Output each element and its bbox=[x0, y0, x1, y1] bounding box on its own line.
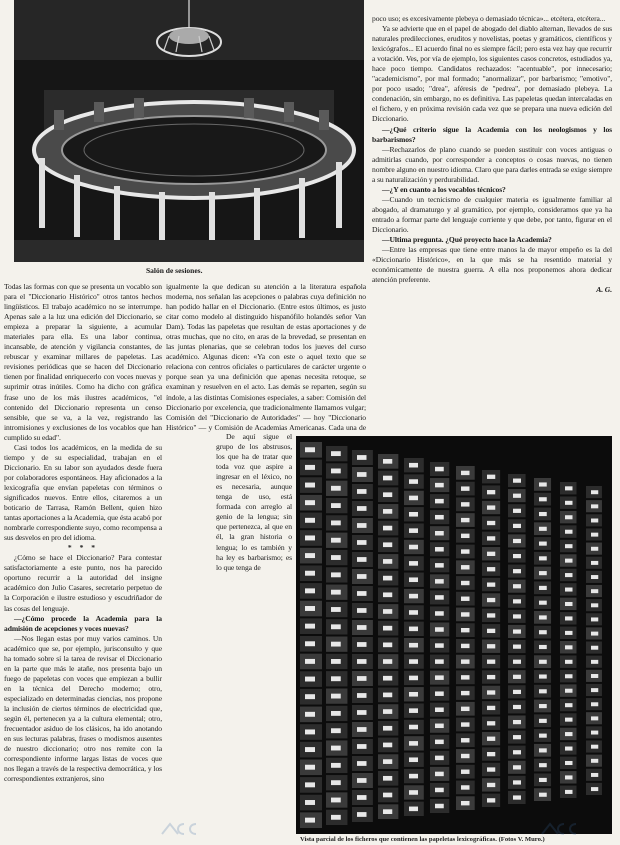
paragraph: —Cuando un tecnicismo de cualquier materia es igualmente familiar al abogado, al dramaturgo y al gramático, por ejemplo, consideramos que ya ha entrado a formar parte del lenguaje corriente y que debe, por tanto, figurar en el Diccionario. bbox=[372, 194, 612, 234]
card-index-photo bbox=[296, 436, 612, 834]
session-hall-photo bbox=[14, 0, 364, 262]
paragraph: —Rechazarlos de plano cuando se pueden sustituir con voces antiguas o admitirlas cuando, por corresponder a conceptos o cosas nuevas, no tienen nombre alguno en nuestro idioma. Claro que para darles entrada se exige siempre a su naturalización y perdurabilidad. bbox=[372, 144, 612, 184]
question: —¿Y en cuanto a los vocablos técnicos? bbox=[382, 184, 506, 194]
section-separator: * * * bbox=[67, 543, 99, 553]
session-hall-caption: Salón de sesiones. bbox=[146, 266, 203, 275]
paragraph: poco uso; es excesivamente plebeya o demasiado técnica»... etcétera, etcétera... bbox=[372, 14, 606, 23]
card-index-caption: Vista parcial de los ficheros que contienen las papeletas lexicográficas. (Fotos V. Muro.) bbox=[300, 836, 545, 843]
session-hall-image bbox=[14, 0, 364, 262]
paragraph: ¿Cómo se hace el Diccionario? Para contestar satisfactoriamente a este punto, nos ha parecido oportuno recurrir a la autoridad del insigne académico don Julio Casares, secretario perpetuo de la Corporación e ilustre estudioso y escudriñador de las cosas del lenguaje. bbox=[4, 553, 162, 613]
paragraph: Ya se advierte que en el papel de abogado del diablo alternan, llevados de sus naturales predilecciones, eruditos y novelistas, poetas y gramáticos, científicos y lexicógrafos... El acuerdo final no es siempre fácil; pero esta vez hay que recurrir a votación. Ves, por vía de ejemplo, los siguientes casos concretos, estudiados ya, hace poco tiempo. Candidatos rechazados: "acentuable", por innecesario; "academicismo", por mal formado; "anormalizar", por barbarismo; "emotivo", por poco usado; "drea", aféresis de "pedrea", por demasiado plebeya. La condenación, sin embargo, no es definitiva. Las papeletas quedan intercaladas en el fichero, y en próxima revisión cada vez que se prepara una nueva edición del Diccionario. bbox=[372, 24, 612, 124]
watermark bbox=[160, 820, 204, 838]
author-signature: A. G. bbox=[596, 285, 612, 295]
paragraph: —Nos llegan estas por muy varios caminos. Un académico que se, por ejemplo, jurisconsulto y que ha tomado sobre sí la tarea de revisar el Diccionario en la parte que más le atañe, nos presenta bajo un fuego de papeletas con voces que empiezan a bullir en la técnica del Derecho moderno; otro, especializado en determinadas ciencias, nos propone la inclusión de ciertos términos de electricidad que, según él, pertenecen ya a la cultura elemental; otro, frecuentador asiduo de los clásicos, ha ido anotando en sus lecturas palabras, frases o modismos ausentes de nuestro diccionario; otro nos remite con la correspondiente informe largas listas de voces que nos llegan a través de la respectiva democrática, y los correspondientes extranjeros, sino bbox=[4, 633, 162, 784]
watermark bbox=[540, 820, 584, 838]
question: —Ultima pregunta. ¿Qué proyecto hace la Academia? bbox=[382, 235, 552, 245]
paragraph: De aquí sigue el grupo de los abstrusos, los que ha de tratar que toda voz que aspire a ingresar en el léxico, no es necesaria, aunque tenga de uso, está formada con arreglo al genio de la lengua; sin que pertenezca, al que en él, la gran historia o lengua; lo es también y ha ley es barbarismo; es lo que tenga de bbox=[216, 432, 292, 572]
middle-column bbox=[166, 282, 366, 434]
paragraph: Todas las formas con que se presenta un vocablo son para el "Diccionario Histórico" otros tantos hechos lingüísticos. El trabajo académico no se interrumpe. Apenas sale a la luz una edición del Diccionario, se empieza a preparar la siguiente, a acumular materiales para ella. Es una labor continua, incansable, de atención y vigilancia constantes, de rebuscar y examinar millares de papeletas. Las revisiones periódicas que se hacen del Diccionario tienen por finalidad enriquecerlo con voces nuevas y suprimir otras inútiles. Como ha dicho con gráfica frase uno de los más ilustres académicos, "el contenido del Diccionario representa un censo sensible, que se va, a la vez, registrando las intromisiones y exclusiones de los vocablos que han cumplido su edad". bbox=[4, 282, 162, 442]
card-index-image bbox=[296, 436, 612, 834]
middle-narrow-column bbox=[216, 432, 292, 832]
top-right-column bbox=[372, 14, 612, 434]
question: —¿Cómo procede la Academia para la admisión de acepciones y voces nuevas? bbox=[4, 613, 162, 633]
question: —¿Qué criterio sigue la Academia con los neologismos y los barbarismos? bbox=[372, 124, 612, 144]
paragraph: —Entre las empresas que tiene entre manos la de mayor empeño es la del «Diccionario Histórico», en la que más se ha resentido material y económicamente de nuestra guerra. A ella nos proponemos ahora dedicar atención preferente. bbox=[372, 245, 612, 285]
paragraph: Casi todos los académicos, en la medida de su tiempo y de su especialidad, trabajan en el Diccionario. En su labor son ayudados desde fuera por colaboradores espontáneos. Hay aficionados a la lexicografía que envían papeletas con términos o significados nuevos. Entre ellos, citaremos a un boticario de Tarrasa, Ramón Bellent, quien hizo tantas aportaciones a la Academia, que ésta acabó por nombrarle correspondiente suyo, como recompensa a sus desvelos en pro del idioma. bbox=[4, 442, 162, 543]
paragraph: igualmente la que dedican su atención a la literatura española moderna, nos señalan las acepciones o palabras cuya definición no han podido hallar en el Diccionario. (Entre estos últimos, es justo citar como modelo al distinguido hispanófilo holandés señor Van Dam). Todas las papeletas que resultan de estas aportaciones y de otras muchas, que no cito, en aras de la brevedad, se presentan en las juntas plenarias, que se celebran todos los jueves del curso académico. Algunas dicen: «Ya con este o aquel texto que se relaciona con centros oficiales o particulares de carácter urgente o porque sean ya una definición que apenas necesita retoque, se examinan y resuelven en el acto. Las demás se reparten, según su índole, a las distintas Comisiones especiales, a saber: Comisión del Diccionario por excelencia, que tradicionalmente llamamos vulgar; Comisión del "Diccionario de Autoridades" — hoy "Diccionario Histórico" — y Comisión de Academias Americanas. Cada una de bbox=[166, 282, 366, 432]
left-column bbox=[4, 282, 162, 838]
